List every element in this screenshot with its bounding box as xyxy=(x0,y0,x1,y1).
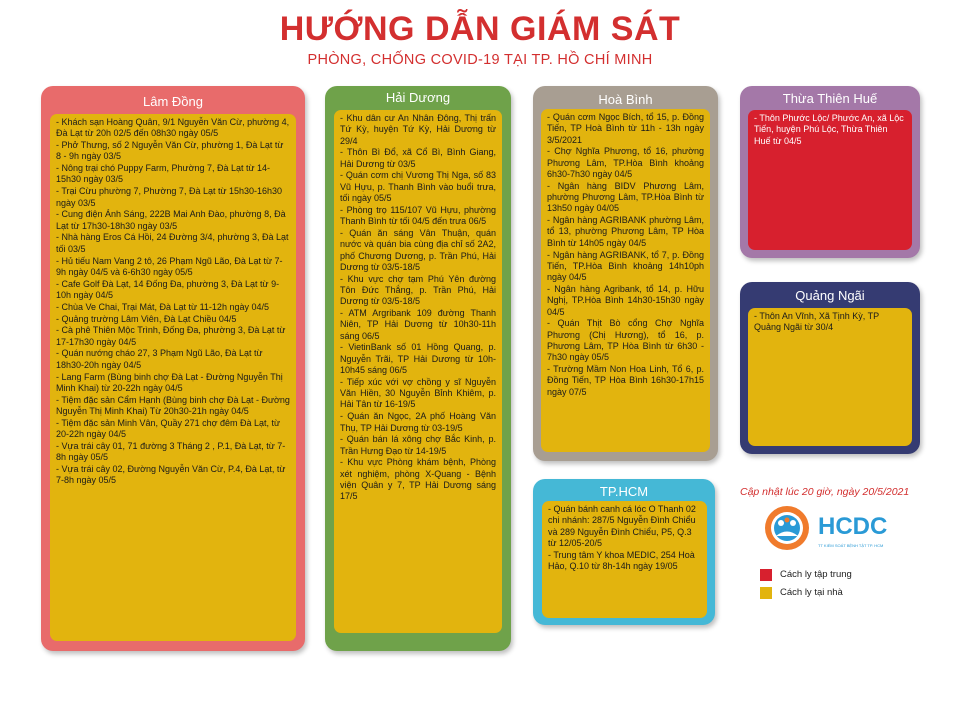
panel-title-tphcm: TP.HCM xyxy=(599,484,649,499)
panel-thua-thien-hue xyxy=(740,86,920,258)
page-title: HƯỚNG DẪN GIÁM SÁT xyxy=(279,10,681,48)
legend-swatch-red xyxy=(760,569,772,581)
panel-lam-dong xyxy=(41,86,305,651)
list-item: - Quán nướng cháo 27, 3 Phạm Ngũ Lão, Đà Lạt từ 18h30-20h ngày 04/5 xyxy=(56,348,263,370)
list-item: - Khu dân cư An Nhân Đông, Thị trấn Tứ Kỳ, huyện Tứ Kỳ, Hải Dương từ 29/4 xyxy=(340,113,496,146)
panel-hai-duong xyxy=(325,86,511,651)
panel-quang-ngai xyxy=(740,282,920,454)
list-item: - Trại Cừu phường 7, Phường 7, Đà Lạt từ 15h30-16h30 ngày 03/5 xyxy=(56,186,283,208)
hcdc-emblem-icon xyxy=(760,503,814,553)
list-item: - ATM Argribank 109 đường Thanh Niên, TP Hải Dương từ 10h30-11h sáng 06/5 xyxy=(340,308,496,341)
list-item: - Phở Thưng, số 2 Nguyễn Văn Cừ, phường 1, Đà Lạt từ 8 - 9h ngày 03/5 xyxy=(56,140,284,162)
list-item: - Nông trại chó Puppy Farm, Phường 7, Đà Lạt từ 14-15h30 ngày 03/5 xyxy=(56,163,271,185)
list-item: - Quán bánh canh cá lóc O Thanh 02 chi nhánh: 287/5 Nguyễn Đình Chiểu và 289 Nguyễn Đình Chiểu, P5, Q.3 từ 12/05-20/5 xyxy=(548,504,696,548)
list-item: - Quán Thịt Bò cổng Chợ Nghĩa Phương (Chị Hương), tổ 16, p. Phương Lâm, TP Hòa Bình từ 6h30 - 7h30 ngày 05/5 xyxy=(547,318,704,363)
list-item: - Thôn An Vĩnh, Xã Tịnh Kỳ, TP Quảng Ngãi từ 30/4 xyxy=(754,311,879,333)
list-item: - Cà phê Thiên Mộc Trình, Đống Đa, phường 3, Đà Lạt từ 17-17h30 ngày 04/5 xyxy=(56,325,286,347)
list-item: - Hủ tiếu Nam Vang 2 tô, 26 Phạm Ngũ Lão, Đà Lạt từ 7-9h ngày 04/5 và 6-6h30 ngày 05/5 xyxy=(56,255,283,277)
list-item: - Vựa trái cây 01, 71 đường 3 Tháng 2 , P.1, Đà Lạt, từ 7-8h ngày 05/5 xyxy=(56,440,286,463)
list-item: - Thôn Bì Đổ, xã Cổ Bì, Bình Giang, Hải Dương từ 03/5 xyxy=(340,147,496,169)
list-item: - Khách sạn Hoàng Quân, 9/1 Nguyễn Văn Cừ, phường 4, Đà Lạt từ 20h 02/5 đến 08h30 ngày 05/5 xyxy=(56,117,290,139)
logo-subtext: TT KIỂM SOÁT BỆNH TẬT TP. HCM xyxy=(818,543,884,548)
hcdc-logo xyxy=(760,503,910,553)
list-item: - Chợ Nghĩa Phương, tổ 16, phường Phương Lâm, TP.Hòa Bình khoảng 6h30-7h30 ngày 04/5 xyxy=(547,146,704,179)
list-item: - Quán ăn sáng Vân Thuận, quán nước và quán bia cùng địa chỉ số 2A2, phố Chương Dương, p. Trần Phú, Hải Dương từ 03/5-18/5 xyxy=(340,227,496,272)
list-item: - Trường Mầm Non Hoa Linh, Tổ 6, p. Đồng Tiến, TP Hòa Bình 16h30-17h15 ngày 07/5 xyxy=(547,364,704,397)
list-item: - Ngân hàng AGRIBANK phường Lâm, tổ 13, phường Phương Lâm, TP Hòa Bình từ 14h05 ngày 04/5 xyxy=(547,215,704,248)
legend-label: Cách ly tập trung xyxy=(780,569,852,580)
list-item: - Quán cơm chị Vương Thị Nga, số 83 Vũ Hựu, p. Thanh Bình vào buổi trưa, tối ngày 05/5 xyxy=(340,170,496,204)
list-item: - Tiệm đặc sản Cẩm Hạnh (Bùng binh chợ Đà Lạt - Đường Nguyễn Thị Minh Khai) Từ 20h30-21h ngày 04/5 xyxy=(56,394,290,416)
list-item: - Quảng trường Lâm Viên, Đà Lạt Chiều 04/5 xyxy=(56,313,237,324)
list-item: - Cafe Golf Đà Lạt, 14 Đống Đa, phường 3, Đà Lạt từ 9-10h ngày 04/5 xyxy=(56,278,280,300)
list-item: - Khu vực chợ tạm Phú Yên đường Tôn Đức Thắng, p. Trần Phú, Hải Dương từ 03/5-18/5 xyxy=(340,273,496,307)
list-item: - Quán cơm Ngọc Bích, tổ 15, p. Đồng Tiến, TP Hoà Bình từ 11h - 13h ngày 3/5/2021 xyxy=(547,112,704,145)
panel-list-thua-thien-hue xyxy=(748,110,912,250)
list-item: - Cung điện Ánh Sáng, 222B Mai Anh Đào, phường 8, Đà Lạt từ 17h30-18h30 ngày 03/5 xyxy=(56,209,286,231)
list-item: - Ngân hàng Agribank, tổ 14, p. Hữu Nghị, TP.Hòa Bình 14h30-15h30 ngày 04/5 xyxy=(547,283,704,317)
panel-title-hoa-binh: Hoà Bình xyxy=(598,92,653,107)
list-item: - Tiệm đặc sản Minh Vân, Quầy 271 chợ đêm Đà Lạt, từ 20-22h ngày 04/5 xyxy=(56,417,281,440)
panel-title-lam-dong: Lâm Đồng xyxy=(143,94,203,109)
panel-title-quang-ngai: Quảng Ngãi xyxy=(795,288,865,303)
panel-list-hoa-binh xyxy=(541,109,710,452)
panel-tphcm xyxy=(533,479,715,625)
list-item: - Quán bán lá xông chợ Bắc Kinh, p. Trần Hưng Đạo từ 14-19/5 xyxy=(340,434,496,456)
panel-hoa-binh xyxy=(533,86,718,461)
list-item: - Khu vực Phòng khám bệnh, Phòng xét nghiệm, phòng X-Quang - Bệnh viện Quân y 7, TP Hải Dương sáng 17/5 xyxy=(340,457,496,502)
list-item: - Thôn Phước Lộc/ Phước An, xã Lộc Tiến, huyện Phú Lộc, Thừa Thiên Huế từ 04/5 xyxy=(754,113,904,146)
list-item: - Lang Farm (Bùng binh chợ Đà Lạt - Đường Nguyễn Thị Minh Khai) từ 20-22h ngày 04/5 xyxy=(56,371,283,393)
list-item: - Phòng trọ 115/107 Vũ Hựu, phường Thanh Bình từ tối 04/5 đến trưa 06/5 xyxy=(340,204,496,227)
logo-text: HCDC xyxy=(818,513,888,540)
list-item: - Nhà hàng Eros Cá Hồi, 24 Đường 3/4, phường 3, Đà Lạt tối 03/5 xyxy=(56,232,289,254)
list-item: - Ngân hàng AGRIBANK, tổ 7, p. Đồng Tiến, TP.Hòa Bình khoảng 14h10ph ngày 04/5 xyxy=(547,249,704,283)
list-item: - Trung tâm Y khoa MEDIC, 254 Hoà Hảo, Q.10 từ 8h-14h ngày 19/05 xyxy=(548,549,695,571)
list-item: - Quán ăn Ngọc, 2A phố Hoàng Văn Thụ, TP Hải Dương từ 03-19/5 xyxy=(340,411,496,433)
panel-list-hai-duong xyxy=(334,110,502,633)
panel-list-tphcm xyxy=(542,501,707,618)
panel-title-thua-thien-hue: Thừa Thiên Huế xyxy=(782,91,878,106)
list-item: - Vựa trái cây 02, Đường Nguyễn Văn Cừ, P.4, Đà Lạt, từ 7-8h ngày 05/5 xyxy=(56,463,286,486)
list-item: - Tiếp xúc với vợ chồng y sĩ Nguyễn Văn Hiền, 30 Nguyễn Bỉnh Khiêm, p. Hải Tân từ 16-19/5 xyxy=(340,376,496,410)
list-item: - VietinBank số 01 Hồng Quang, p. Nguyễn Trãi, TP Hải Dương từ 10h-10h45 sáng 06/5 xyxy=(340,342,496,376)
legend-label: Cách ly tại nhà xyxy=(780,587,843,598)
legend-swatch-yellow xyxy=(760,587,772,599)
panel-title-hai-duong: Hải Dương xyxy=(385,90,451,105)
panel-list-quang-ngai xyxy=(748,308,912,446)
page-subtitle: PHÒNG, CHỐNG COVID-19 TẠI TP. HỒ CHÍ MINH xyxy=(307,52,653,68)
update-timestamp: Cập nhật lúc 20 giờ, ngày 20/5/2021 xyxy=(740,486,910,498)
panel-list-lam-dong xyxy=(50,114,296,641)
list-item: - Chùa Ve Chai, Trại Mát, Đà Lạt từ 11-12h ngày 04/5 xyxy=(56,301,269,312)
list-item: - Ngân hàng BIDV Phương Lâm, phường Phương Lâm, TP.Hòa Bình từ 13h50 ngày 04/05 xyxy=(547,180,704,214)
